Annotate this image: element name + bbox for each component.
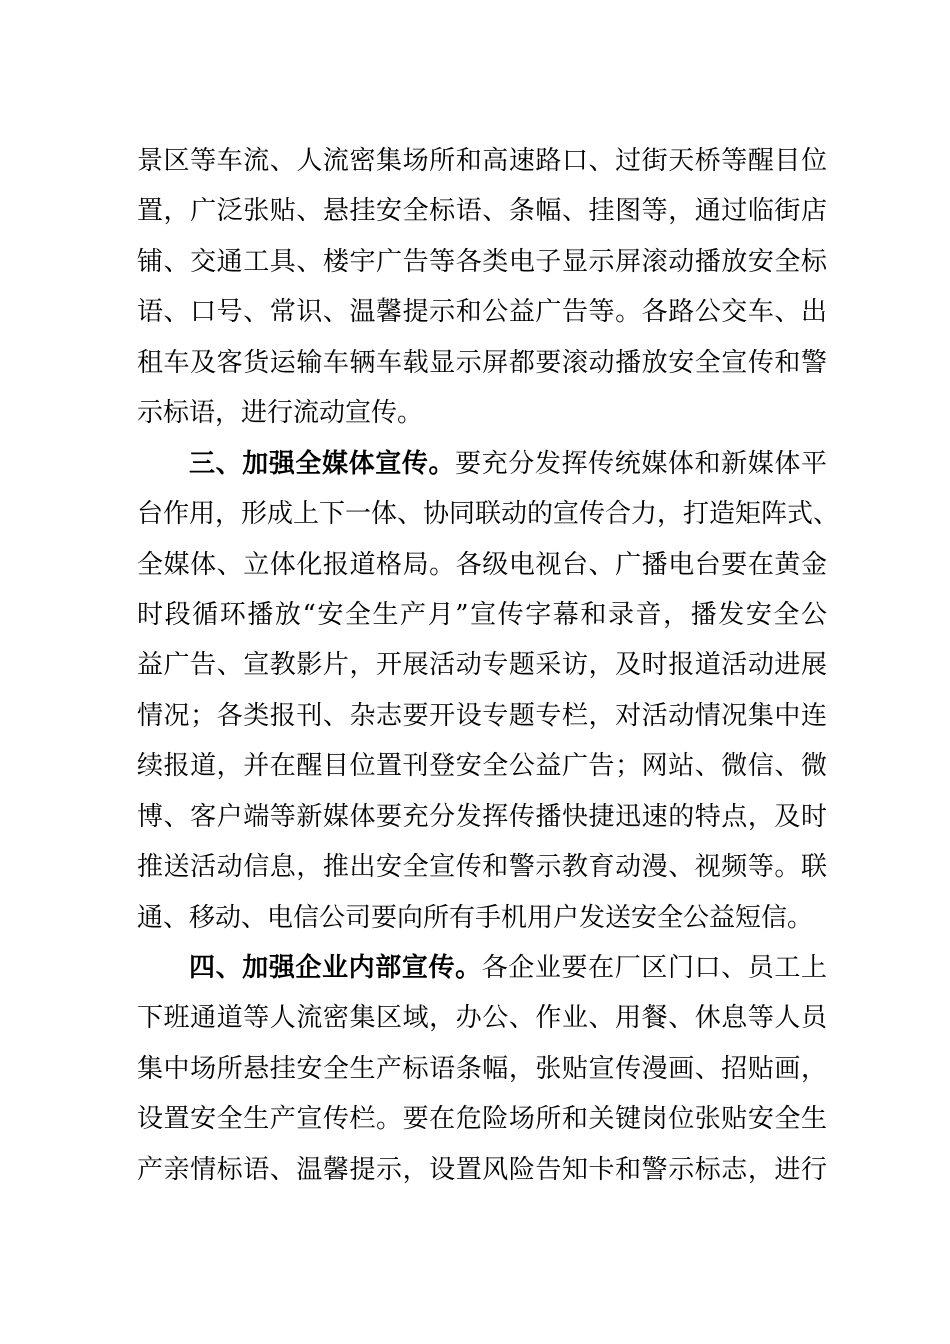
para3-first-line bbox=[137, 943, 827, 993]
para3-line-5: 产亲情标语、温馨提示，设置风险告知卡和警示标志，进行 bbox=[137, 1154, 827, 1185]
para3-first-line-text: 各企业要在厂区门口、员工上 bbox=[481, 953, 827, 983]
para2-line-6: 情况；各类报刊、杂志要开设专题专栏，对活动情况集中连 bbox=[137, 700, 827, 731]
para2-line-3: 全媒体、立体化报道格局。各级电视台、广播电台要在黄金 bbox=[137, 549, 827, 580]
para1-line-2: 置，广泛张贴、悬挂安全标语、条幅、挂图等，通过临街店 bbox=[137, 196, 827, 227]
para3-line-4: 设置安全生产宣传栏。要在危险场所和关键岗位张贴安全生 bbox=[137, 1104, 827, 1135]
para2-line-7: 续报道，并在醒目位置刊登安全公益广告；网站、微信、微 bbox=[137, 751, 827, 782]
para3-line-3: 集中场所悬挂安全生产标语条幅，张贴宣传漫画、招贴画， bbox=[137, 1053, 827, 1084]
para2-first-line-text: 要充分发挥传统媒体和新媒体平 bbox=[455, 448, 827, 479]
para2-line-5: 益广告、宣教影片，开展活动专题采访，及时报道活动进展 bbox=[137, 650, 827, 681]
section-heading-4: 四、加强企业内部宣传。 bbox=[189, 953, 482, 983]
para2-line-8: 博、客户端等新媒体要充分发挥传播快捷迅速的特点，及时 bbox=[137, 801, 827, 832]
para1-line-4: 语、口号、常识、温馨提示和公益广告等。各路公交车、出 bbox=[137, 297, 827, 328]
para1-line-3: 铺、交通工具、楼宇广告等各类电子显示屏滚动播放安全标 bbox=[137, 246, 827, 277]
para2-line-2: 台作用，形成上下一体、协同联动的宣传合力，打造矩阵式、 bbox=[137, 499, 840, 530]
para1-line-1: 景区等车流、人流密集场所和高速路口、过街天桥等醒目位 bbox=[137, 146, 827, 176]
para2-first-line bbox=[137, 439, 827, 489]
para2-line-4: 时段循环播放“安全生产月”宣传字幕和录音，播发安全公 bbox=[137, 599, 827, 630]
para3-line-2: 下班通道等人流密集区域，办公、作业、用餐、休息等人员 bbox=[137, 1003, 827, 1034]
para1-line-5: 租车及客货运输车辆车载显示屏都要滚动播放安全宣传和警 bbox=[137, 347, 827, 378]
para2-line-10: 通、移动、电信公司要向所有手机用户发送安全公益短信。 bbox=[137, 902, 814, 933]
section-heading-3: 三、加强全媒体宣传。 bbox=[189, 448, 456, 479]
para2-line-9: 推送活动信息，推出安全宣传和警示教育动漫、视频等。联 bbox=[137, 852, 827, 883]
document-body bbox=[137, 136, 840, 1195]
para1-line-6: 示标语，进行流动宣传。 bbox=[137, 398, 424, 429]
